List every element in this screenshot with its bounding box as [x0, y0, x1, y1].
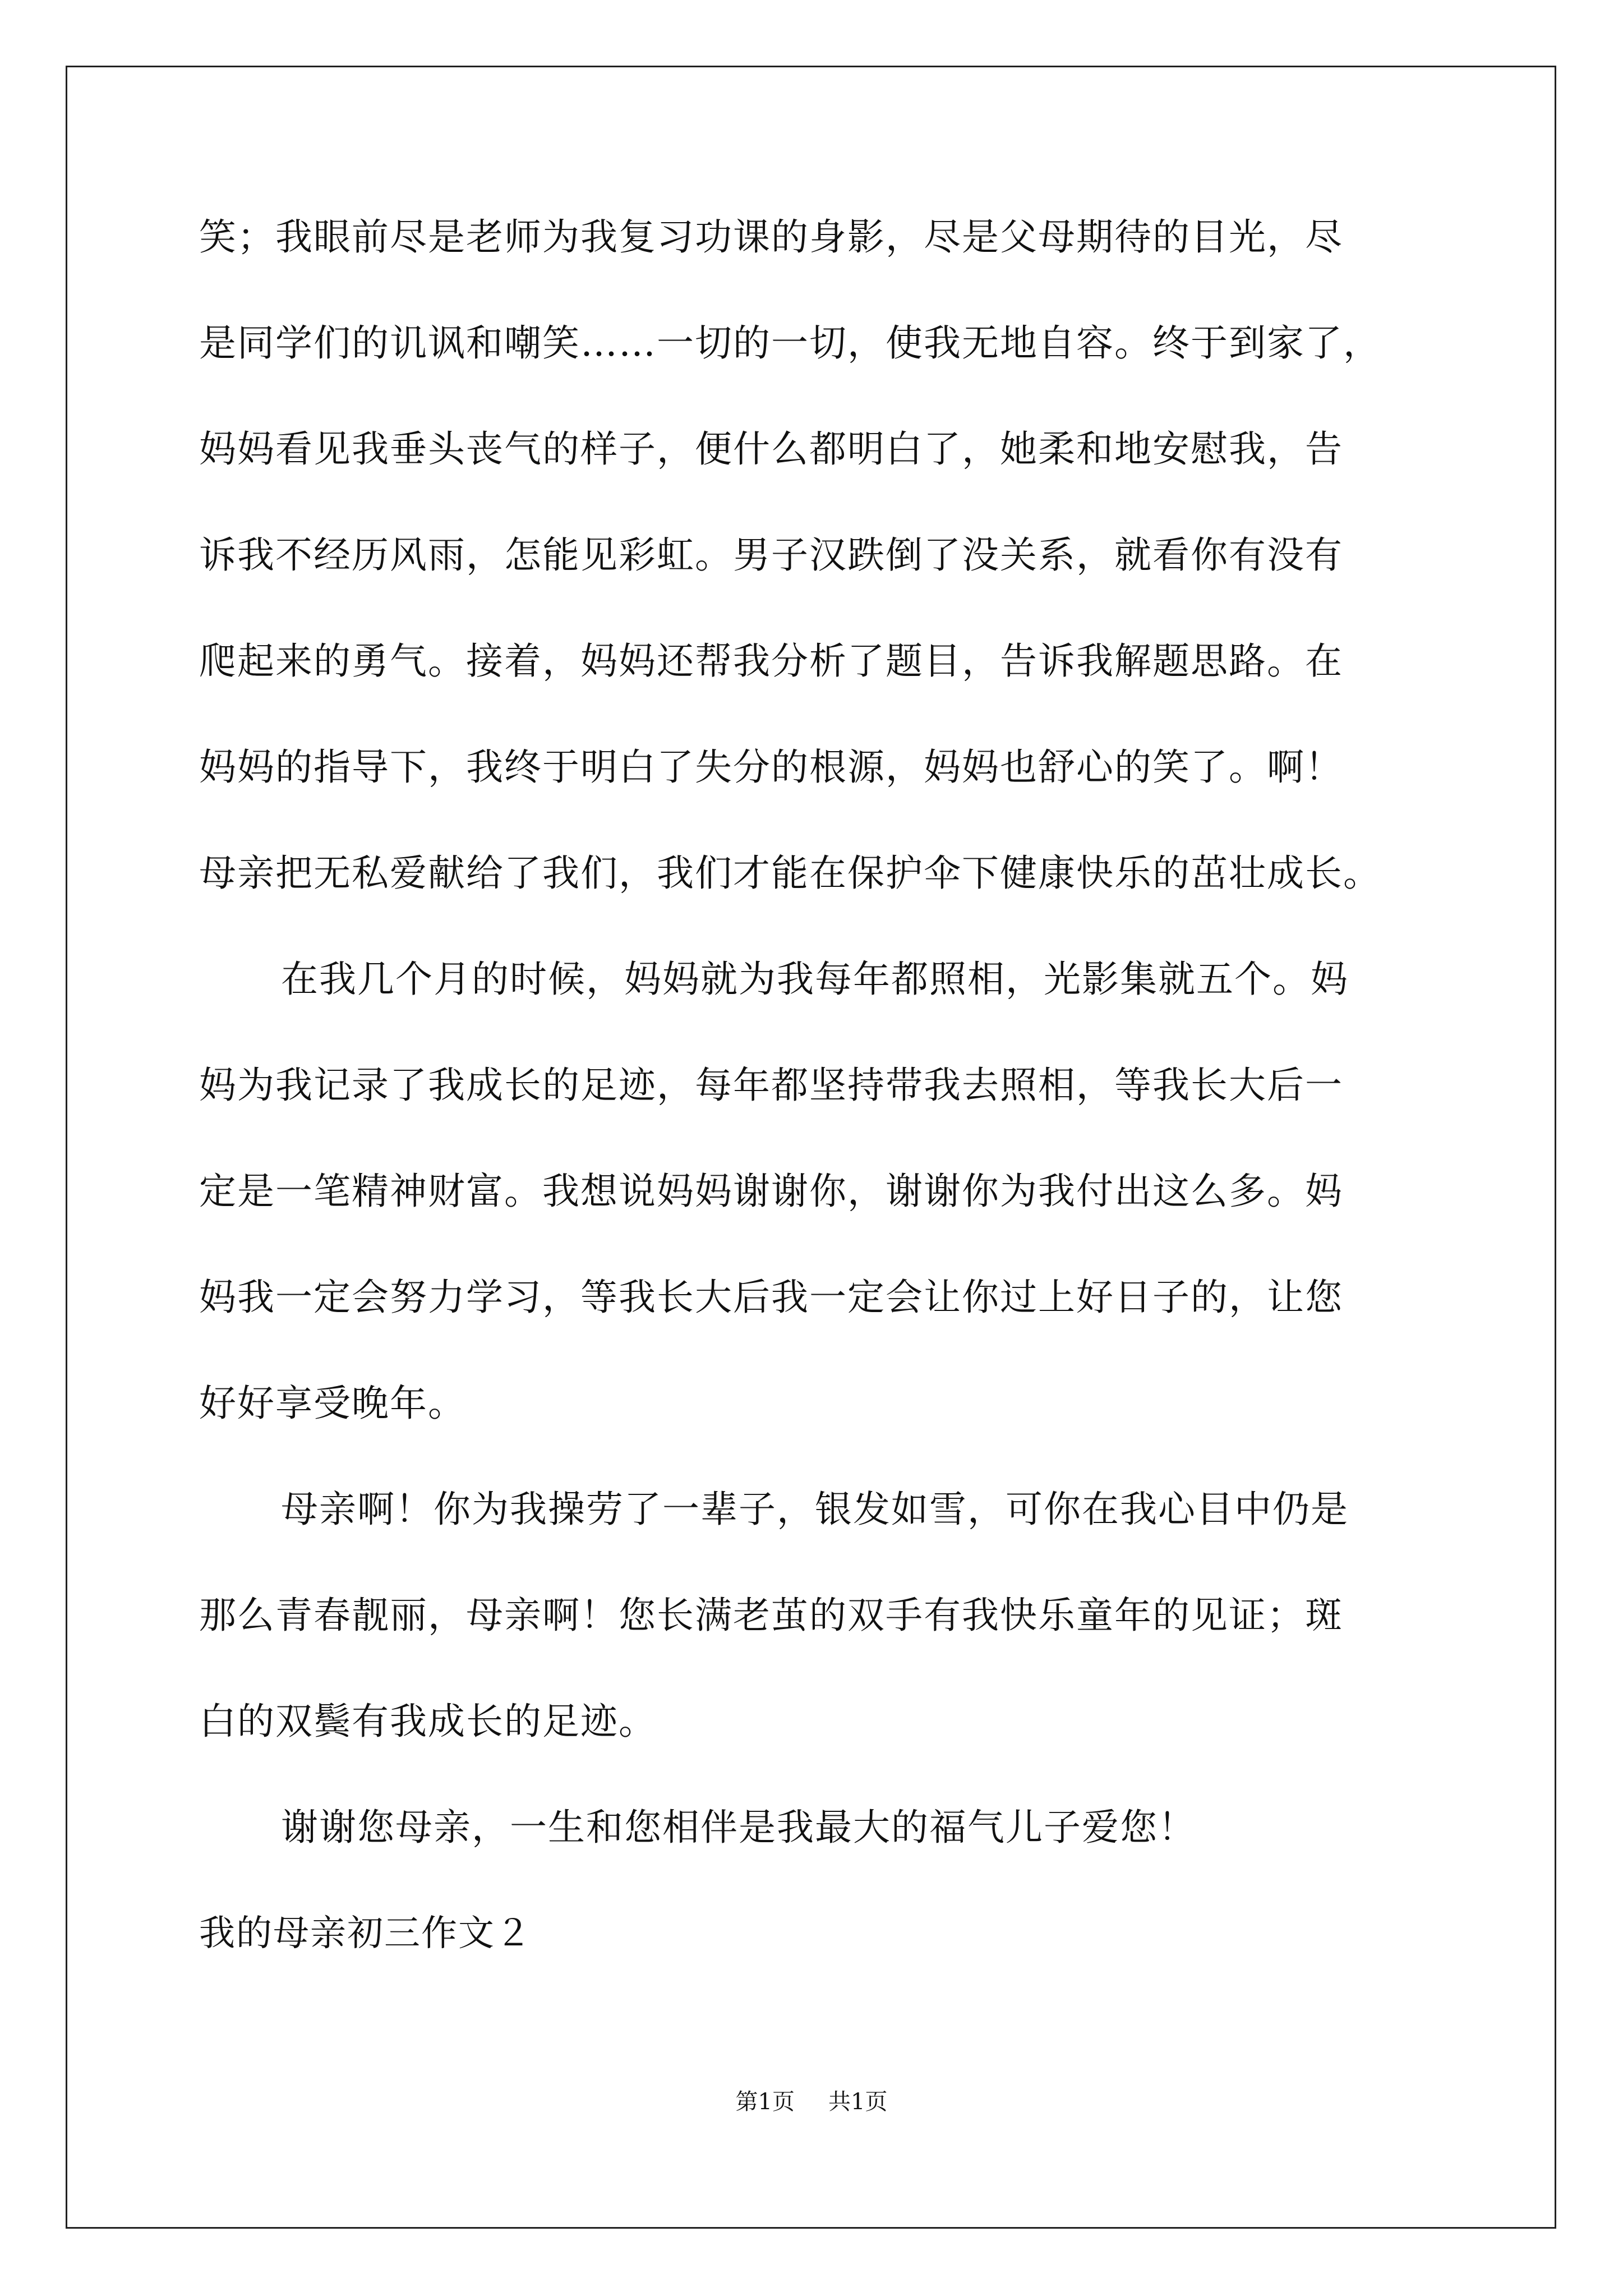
page-total: 共1页	[828, 2089, 888, 2115]
text-line: 妈妈看见我垂头丧气的样子，便什么都明白了，她柔和地安慰我，告	[199, 427, 1343, 471]
text-line: 那么青春靓丽，母亲啊！您长满老茧的双手有我快乐童年的见证；斑	[199, 1594, 1343, 1637]
page-footer	[0, 2091, 1623, 2113]
page-number: 第1页	[735, 2089, 795, 2115]
text-line: 诉我不经历风雨，怎能见彩虹。男子汉跌倒了没关系，就看你有没有	[199, 533, 1343, 577]
text-line: 好好享受晚年。	[199, 1382, 466, 1425]
text-line: 妈我一定会努力学习，等我长大后我一定会让你过上好日子的，让您	[199, 1276, 1343, 1319]
paragraph-start-line: 在我几个月的时候，妈妈就为我每年都照相，光影集就五个。妈	[281, 958, 1349, 1001]
paragraph-start-line: 谢谢您母亲，一生和您相伴是我最大的福气儿子爱您！	[281, 1806, 1196, 1849]
text-line: 爬起来的勇气。接着，妈妈还帮我分析了题目，告诉我解题思路。在	[199, 639, 1343, 683]
text-line: 白的双鬓有我成长的足迹。	[199, 1700, 657, 1743]
document-body	[199, 215, 1433, 2021]
text-line: 是同学们的讥讽和嘲笑……一切的一切，使我无地自容。终于到家了，	[199, 321, 1381, 365]
text-line: 妈为我记录了我成长的足迹，每年都坚持带我去照相，等我长大后一	[199, 1064, 1343, 1107]
text-line: 定是一笔精神财富。我想说妈妈谢谢你，谢谢你为我付出这么多。妈	[199, 1170, 1343, 1213]
text-line: 笑；我眼前尽是老师为我复习功课的身影，尽是父母期待的目光，尽	[199, 215, 1343, 259]
text-line: 妈妈的指导下，我终于明白了失分的根源，妈妈也舒心的笑了。啊！	[199, 746, 1343, 789]
essay-title: 我的母亲初三作文２	[199, 1913, 532, 1954]
text-line: 母亲把无私爱献给了我们，我们才能在保护伞下健康快乐的茁壮成长。	[199, 852, 1381, 895]
paragraph-start-line: 母亲啊！你为我操劳了一辈子，银发如雪，可你在我心目中仍是	[281, 1488, 1349, 1531]
